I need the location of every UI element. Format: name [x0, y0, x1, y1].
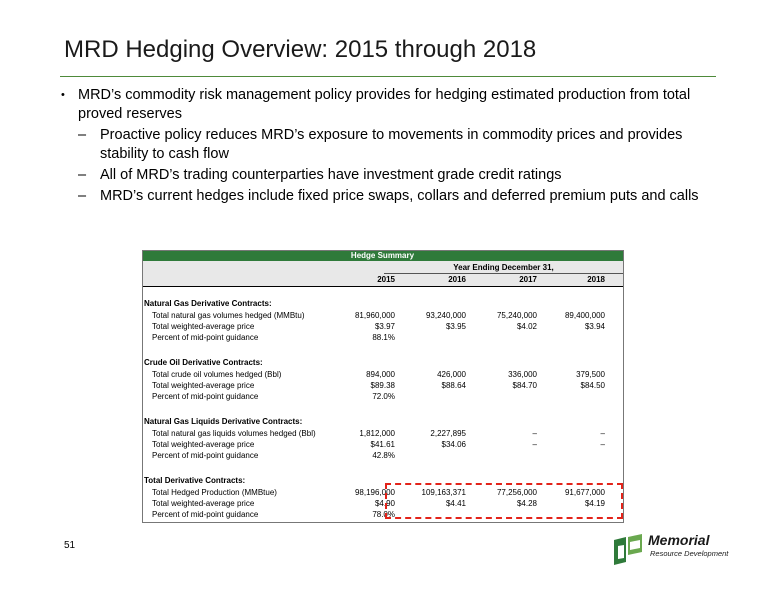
cell: $4.90 [374, 499, 395, 508]
header-rule [142, 286, 623, 287]
cell: 81,960,000 [354, 311, 395, 320]
cell: 426,000 [437, 370, 466, 379]
dash-icon: – [78, 188, 87, 204]
logo-subtitle: Resource Development [650, 549, 729, 558]
dash-icon: – [78, 127, 87, 143]
cell: 72.0% [372, 392, 395, 401]
cell: – [600, 440, 605, 449]
cell: $4.41 [445, 499, 466, 508]
cell: 75,240,000 [496, 311, 537, 320]
cell: – [600, 429, 605, 438]
row-label: Total crude oil volumes hedged (Bbl) [152, 370, 282, 379]
bullet-text: MRD’s commodity risk management policy provides for hedging estimated production from total proved reserves [78, 87, 691, 122]
row-label: Percent of mid-point guidance [152, 510, 259, 519]
cell: 77,256,000 [496, 488, 537, 497]
row-label: Total natural gas volumes hedged (MMBtu) [152, 311, 305, 320]
bullet-list [60, 86, 720, 206]
sub-bullet-item [60, 126, 720, 164]
year-ending-rule [384, 273, 623, 274]
cell: $84.70 [512, 381, 537, 390]
cell: $41.61 [370, 440, 395, 449]
cell: $3.95 [445, 322, 466, 331]
table-row [142, 321, 623, 332]
cell: 336,000 [508, 370, 537, 379]
title-divider [60, 76, 716, 77]
cell: $89.38 [370, 381, 395, 390]
row-label: Total weighted-average price [152, 322, 255, 331]
section-label: Total Derivative Contracts: [144, 476, 246, 485]
row-label: Total natural gas liquids volumes hedged (Bbl) [152, 429, 316, 438]
cell: 93,240,000 [425, 311, 466, 320]
cell: – [532, 440, 537, 449]
cell: $4.02 [516, 322, 537, 331]
cell: 109,163,371 [421, 488, 466, 497]
row-label: Total weighted-average price [152, 381, 255, 390]
bullet-text: Proactive policy reduces MRD’s exposure to movements in commodity prices and provides stability to cash flow [100, 127, 683, 162]
section-label: Natural Gas Derivative Contracts: [144, 299, 272, 308]
table-row [142, 332, 623, 343]
hedge-summary-table [142, 250, 623, 522]
bullet-dot-icon: • [61, 89, 65, 101]
section-title [142, 298, 623, 309]
cell: 379,500 [576, 370, 605, 379]
page-number: 51 [64, 540, 76, 551]
column-header-2015: 2015 [377, 275, 395, 284]
bullet-text: MRD’s current hedges include fixed price swaps, collars and deferred premium puts and calls [100, 188, 699, 204]
cell: – [532, 429, 537, 438]
year-ending-label: Year Ending December 31, [453, 263, 554, 272]
column-header-2017: 2017 [519, 275, 537, 284]
table-row [142, 369, 623, 380]
highlight-box [385, 483, 623, 519]
row-label: Total Hedged Production (MMBtue) [152, 488, 277, 497]
row-label: Percent of mid-point guidance [152, 392, 259, 401]
row-label: Percent of mid-point guidance [152, 451, 259, 460]
section-label: Crude Oil Derivative Contracts: [144, 358, 263, 367]
cell: $4.19 [584, 499, 605, 508]
table-header: Hedge Summary [142, 250, 623, 261]
page-title: MRD Hedging Overview: 2015 through 2018 [64, 36, 537, 63]
cell: $84.50 [580, 381, 605, 390]
section-title [142, 357, 623, 368]
column-header-2018: 2018 [587, 275, 605, 284]
cell: $34.06 [441, 440, 466, 449]
table-row [142, 391, 623, 402]
section-label: Natural Gas Liquids Derivative Contracts: [144, 417, 303, 426]
cell: 91,677,000 [564, 488, 605, 497]
cell: 1,812,000 [359, 429, 395, 438]
table-row [142, 380, 623, 391]
cell: 88.1% [372, 333, 395, 342]
sub-bullet-item [60, 166, 720, 185]
column-header-2016: 2016 [448, 275, 466, 284]
dash-icon: – [78, 167, 87, 183]
cell: $88.64 [441, 381, 466, 390]
cell: 78.0% [372, 510, 395, 519]
table-row [142, 428, 623, 439]
section-title [142, 416, 623, 427]
cell: 98,196,000 [354, 488, 395, 497]
cell: $4.28 [516, 499, 537, 508]
row-label: Percent of mid-point guidance [152, 333, 259, 342]
logo-wordmark: Memorial [648, 532, 710, 548]
cell: 42.8% [372, 451, 395, 460]
cell: 89,400,000 [564, 311, 605, 320]
row-label: Total weighted-average price [152, 499, 255, 508]
bullet-text: All of MRD’s trading counterparties have investment grade credit ratings [100, 167, 562, 183]
bullet-item [60, 86, 720, 124]
cell: $3.97 [374, 322, 395, 331]
cell: 2,227,895 [430, 429, 466, 438]
row-label: Total weighted-average price [152, 440, 255, 449]
cell: 894,000 [366, 370, 395, 379]
sub-bullet-item [60, 187, 720, 206]
table-row [142, 439, 623, 450]
cell: $3.94 [584, 322, 605, 331]
table-row [142, 310, 623, 321]
table-row [142, 450, 623, 461]
